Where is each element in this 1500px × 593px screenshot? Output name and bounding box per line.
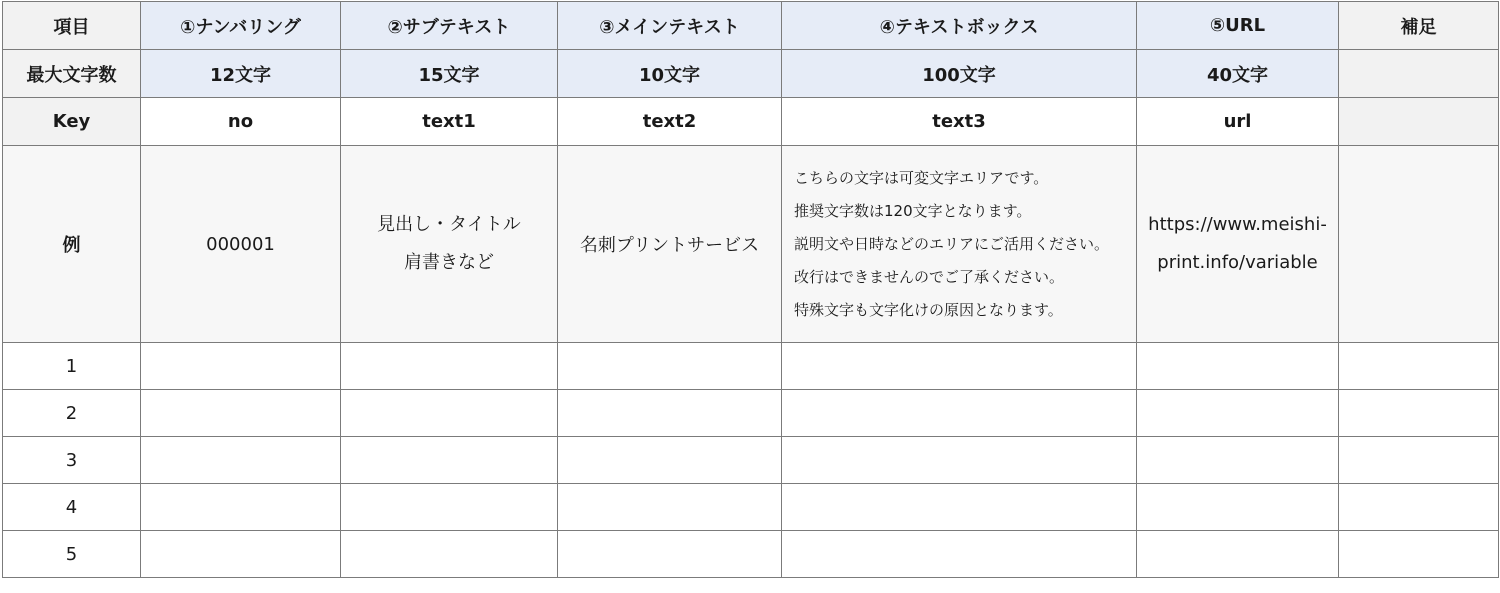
- note-cell[interactable]: [1339, 484, 1499, 531]
- maintext-cell[interactable]: [558, 343, 782, 390]
- header-maintext-cell[interactable]: ③メインテキスト: [558, 2, 782, 50]
- variable-data-table: [2, 1, 1499, 578]
- key-maintext-cell[interactable]: text2: [558, 98, 782, 146]
- subtext-cell[interactable]: [341, 390, 558, 437]
- max-chars-note-cell[interactable]: [1339, 50, 1499, 98]
- max-chars-row: [3, 50, 1499, 98]
- data-row-3: [3, 437, 1499, 484]
- numbering-cell[interactable]: [141, 484, 341, 531]
- row-number-cell[interactable]: 1: [3, 343, 141, 390]
- url-cell[interactable]: [1137, 484, 1339, 531]
- numbering-cell[interactable]: [141, 437, 341, 484]
- example-subtext-line: 肩書きなど: [404, 252, 494, 273]
- textbox-cell[interactable]: [782, 390, 1137, 437]
- key-url-cell[interactable]: url: [1137, 98, 1339, 146]
- key-subtext-cell[interactable]: text1: [341, 98, 558, 146]
- example-url-cell[interactable]: [1137, 146, 1339, 343]
- numbering-cell[interactable]: [141, 343, 341, 390]
- max-chars-label-cell[interactable]: 最大文字数: [3, 50, 141, 98]
- example-textbox-line: 改行はできませんのでご了承ください。: [794, 267, 1065, 286]
- textbox-cell[interactable]: [782, 437, 1137, 484]
- data-row-1: [3, 343, 1499, 390]
- data-row-2: [3, 390, 1499, 437]
- max-chars-subtext-cell[interactable]: 15文字: [341, 50, 558, 98]
- header-numbering-cell[interactable]: ①ナンバリング: [141, 2, 341, 50]
- data-row-5: [3, 531, 1499, 578]
- row-number-cell[interactable]: 2: [3, 390, 141, 437]
- maintext-cell[interactable]: [558, 437, 782, 484]
- example-note-cell[interactable]: [1339, 146, 1499, 343]
- example-label-cell[interactable]: 例: [3, 146, 141, 343]
- url-cell[interactable]: [1137, 531, 1339, 578]
- example-textbox-line: 推奨文字数は120文字となります。: [794, 201, 1032, 220]
- note-cell[interactable]: [1339, 390, 1499, 437]
- key-textbox-cell[interactable]: text3: [782, 98, 1137, 146]
- example-row: [3, 146, 1499, 343]
- max-chars-numbering-cell[interactable]: 12文字: [141, 50, 341, 98]
- maintext-cell[interactable]: [558, 531, 782, 578]
- textbox-cell[interactable]: [782, 531, 1137, 578]
- data-row-4: [3, 484, 1499, 531]
- key-row: [3, 98, 1499, 146]
- maintext-cell[interactable]: [558, 484, 782, 531]
- numbering-cell[interactable]: [141, 531, 341, 578]
- example-subtext-cell[interactable]: [341, 146, 558, 343]
- textbox-cell[interactable]: [782, 484, 1137, 531]
- header-label-cell[interactable]: 項目: [3, 2, 141, 50]
- header-row: [3, 2, 1499, 50]
- note-cell[interactable]: [1339, 343, 1499, 390]
- example-textbox-line: こちらの文字は可変文字エリアです。: [794, 168, 1049, 187]
- example-url-line: print.info/variable: [1157, 252, 1318, 273]
- url-cell[interactable]: [1137, 390, 1339, 437]
- header-note-cell[interactable]: 補足: [1339, 2, 1499, 50]
- example-subtext-line: 見出し・タイトル: [377, 214, 521, 235]
- max-chars-textbox-cell[interactable]: 100文字: [782, 50, 1137, 98]
- header-textbox-cell[interactable]: ④テキストボックス: [782, 2, 1137, 50]
- textbox-cell[interactable]: [782, 343, 1137, 390]
- subtext-cell[interactable]: [341, 343, 558, 390]
- note-cell[interactable]: [1339, 437, 1499, 484]
- example-url-line: https://www.meishi-: [1148, 214, 1327, 235]
- example-textbox-line: 特殊文字も文字化けの原因となります。: [794, 300, 1063, 319]
- subtext-cell[interactable]: [341, 484, 558, 531]
- numbering-cell[interactable]: [141, 390, 341, 437]
- row-number-cell[interactable]: 4: [3, 484, 141, 531]
- example-numbering-cell[interactable]: 000001: [141, 146, 341, 343]
- example-textbox-cell[interactable]: [782, 146, 1137, 343]
- max-chars-maintext-cell[interactable]: 10文字: [558, 50, 782, 98]
- subtext-cell[interactable]: [341, 437, 558, 484]
- subtext-cell[interactable]: [341, 531, 558, 578]
- row-number-cell[interactable]: 3: [3, 437, 141, 484]
- key-numbering-cell[interactable]: no: [141, 98, 341, 146]
- url-cell[interactable]: [1137, 437, 1339, 484]
- note-cell[interactable]: [1339, 531, 1499, 578]
- maintext-cell[interactable]: [558, 390, 782, 437]
- max-chars-url-cell[interactable]: 40文字: [1137, 50, 1339, 98]
- row-number-cell[interactable]: 5: [3, 531, 141, 578]
- key-note-cell[interactable]: [1339, 98, 1499, 146]
- spreadsheet: [2, 1, 1498, 578]
- key-label-cell[interactable]: Key: [3, 98, 141, 146]
- example-maintext-cell[interactable]: 名刺プリントサービス: [558, 146, 782, 343]
- header-subtext-cell[interactable]: ②サブテキスト: [341, 2, 558, 50]
- url-cell[interactable]: [1137, 343, 1339, 390]
- header-url-cell[interactable]: ⑤URL: [1137, 2, 1339, 50]
- example-textbox-line: 説明文や日時などのエリアにご活用ください。: [794, 234, 1110, 253]
